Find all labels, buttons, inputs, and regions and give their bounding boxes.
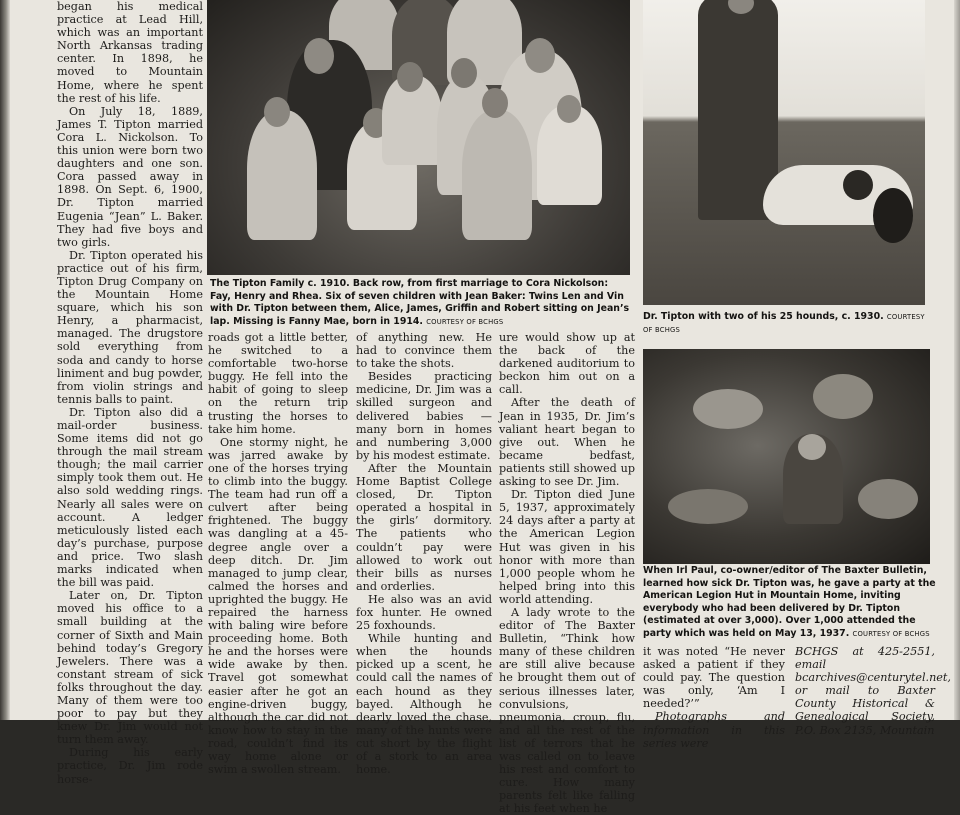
paragraph: Besides practicing medicine, Dr. Jim was a skilled surgeon and delivered babies — many born in homes and numbering 3,000 by his modest estimate. [356,370,492,462]
paragraph: After the death of Jean in 1935, Dr. Jim’s valiant heart began to give out. When he became bedfast, patients still showed up asking to see Dr. Jim. [499,396,635,489]
paragraph: it was noted “He never asked a patient if they could pay. The question was only, ‘Am I needed?’” [643,645,785,711]
article-column-2 [208,331,348,777]
photo-credit: COURTESY OF BCHGS [852,629,930,638]
photo-face [557,95,581,123]
photo-flowers [858,479,918,519]
paragraph: Later on, Dr. Tipton moved his office to a small building at the corner of Sixth and Main behind today’s Gregory Jewelers. There was a constant stream of sick folks throughout the day. Many of them were too poor to pay but they knew Dr. Jim would not turn them away. [57,589,203,747]
photo-face [451,58,477,88]
paragraph: roads got a little better, he switched to a comfortable two-horse buggy. He fell into the habit of going to sleep on the return trip trusting the horses to take him home. [208,331,348,436]
caption-text: The Tipton Family c. 1910. Back row, from first marriage to Cora Nickolson: Fay, Henry and Rhea. Six of seven children with Jean Baker: Twins Len and Vin with Dr. Tipton between them, Alice, James, Griffin and Robert sitting on Jean’s lap. Missing is Fanny Mae, born in 1914. [210,278,630,327]
photo-face [525,38,555,73]
hounds-photo [643,0,925,305]
paragraph: Dr. Tipton also did a mail-order business. Some items did not go through the mail stream though; the mail carrier simply took them out. He also sold wedding rings. Nearly all sales were on account. A ledger meticulously listed each day’s purchase, purpose and price. Two slash marks indicated when the bill was paid. [57,405,203,590]
family-photo-caption [210,278,630,328]
party-photo-caption [643,565,943,641]
paragraph: While hunting and when the hounds picked up a scent, he could call the names of each hound as they bayed. Although he dearly loved the chase, many of the hunts were cut short by the flight of a stork to an area home. [356,632,492,777]
paragraph: Photographs and information in this series were [643,710,785,750]
hound-spot [843,170,873,200]
article-column-3 [356,331,492,777]
paragraph: One stormy night, he was jarred awake by one of the horses trying to climb into the buggy. The team had run off a culvert after being frightened. The buggy was dangling at a 45-degree angle over a deep ditch. Dr. Jim managed to jump clear, calmed the horses and uprighted the buggy. He repaired the harness with baling wire before proceeding home. Both he and the horses were wide awake by then. Travel got somewhat easier after he got an engine-driven buggy, although the car did not know how to stay in the road, couldn’t find its way home alone or swim a swollen stream. [208,435,348,777]
paragraph: A lady wrote to the editor of The Baxter Bulletin, “Think how many of these children are still alive because he brought them out of serious illnesses later, convulsions, pneumonia, croup, flu, and all the rest of the list of terrors that he was called on to leave his rest and comfort to cure. How many parents felt like falling at his feet when he [499,605,635,815]
paragraph: He also was an avid fox hunter. He owned 25 foxhounds. [356,592,492,633]
hound-head [873,188,913,243]
paragraph: On July 18, 1889, James T. Tipton married Cora L. Nickolson. To this union were born two daughters and one son. Cora passed away in 1898. On Sept. 6, 1900, Dr. Tipton married Eugenia “Jean” L. Baker. They had five boys and two girls. [57,104,203,249]
paragraph: Dr. Tipton operated his practice out of his firm, Tipton Drug Company on the Mountain Home square, which his son Henry, a pharmacist, managed. The drugstore sold everything from soda and candy to horse liniment and bug powder, from violin strings and tennis balls to paint. [57,248,203,406]
photo-face [397,62,423,92]
caption-text: When Irl Paul, co-owner/editor of The Baxter Bulletin, learned how sick Dr. Tipton was, he gave a party at the American Legion Hut in Mountain Home, inviting everybody who had been delivered by Dr. Tipton (estimated at over 3,000). Over 1,000 attended the party which was held on May 13, 1937. [643,565,936,639]
party-photo [643,349,930,564]
photo-figure [462,110,532,240]
photo-flowers [693,389,763,429]
photo-credit: COURTESY OF BCHGS [426,317,504,326]
photo-face [482,88,508,118]
photo-flowers [668,489,748,524]
paragraph: of anything new. He had to convince them to take the shots. [356,331,492,371]
article-column-5 [643,645,785,750]
family-photo [207,0,630,275]
paragraph: Dr. Tipton died June 5, 1937, approximately 24 days after a party at the American Legion Hut was given in his honor with more than 1,000 people whom he helped bring into this world attending. [499,488,635,606]
photo-credit: COURTESY OF BCHGS [643,313,925,334]
photo-face [798,434,826,460]
photo-face [264,97,290,127]
page-right-edge [954,0,960,720]
article-column-4 [499,331,635,815]
paragraph: During his early practice, Dr. Jim rode horse- [57,746,203,786]
caption-text: Dr. Tipton with two of his 25 hounds, c. 1930. [643,311,884,322]
hounds-photo-caption [643,311,925,336]
article-column-1 [57,0,203,786]
photo-flowers [813,374,873,419]
paragraph: began his medical practice at Lead Hill, which was an important North Arkansas trading center. In 1898, he moved to Mountain Home, where he spent the rest of his life. [57,0,203,105]
article-column-6 [795,645,951,737]
photo-face [304,38,334,74]
page-binding-edge [0,0,10,720]
paragraph: BCHGS at 425-2551, email bcarchives@centurytel.net, or mail to Baxter County Historical & Genealogical Society, P.O. Box 2135, Mountain [795,645,951,737]
paragraph: ure would show up at the back of the darkened auditorium to beckon him out on a call. [499,331,635,397]
paragraph: After the Mountain Home Baptist College closed, Dr. Tipton operated a hospital in the girls’ dormitory. The patients who couldn’t pay were allowed to work out their bills as nurses and orderlies. [356,461,492,593]
photo-figure [247,110,317,240]
